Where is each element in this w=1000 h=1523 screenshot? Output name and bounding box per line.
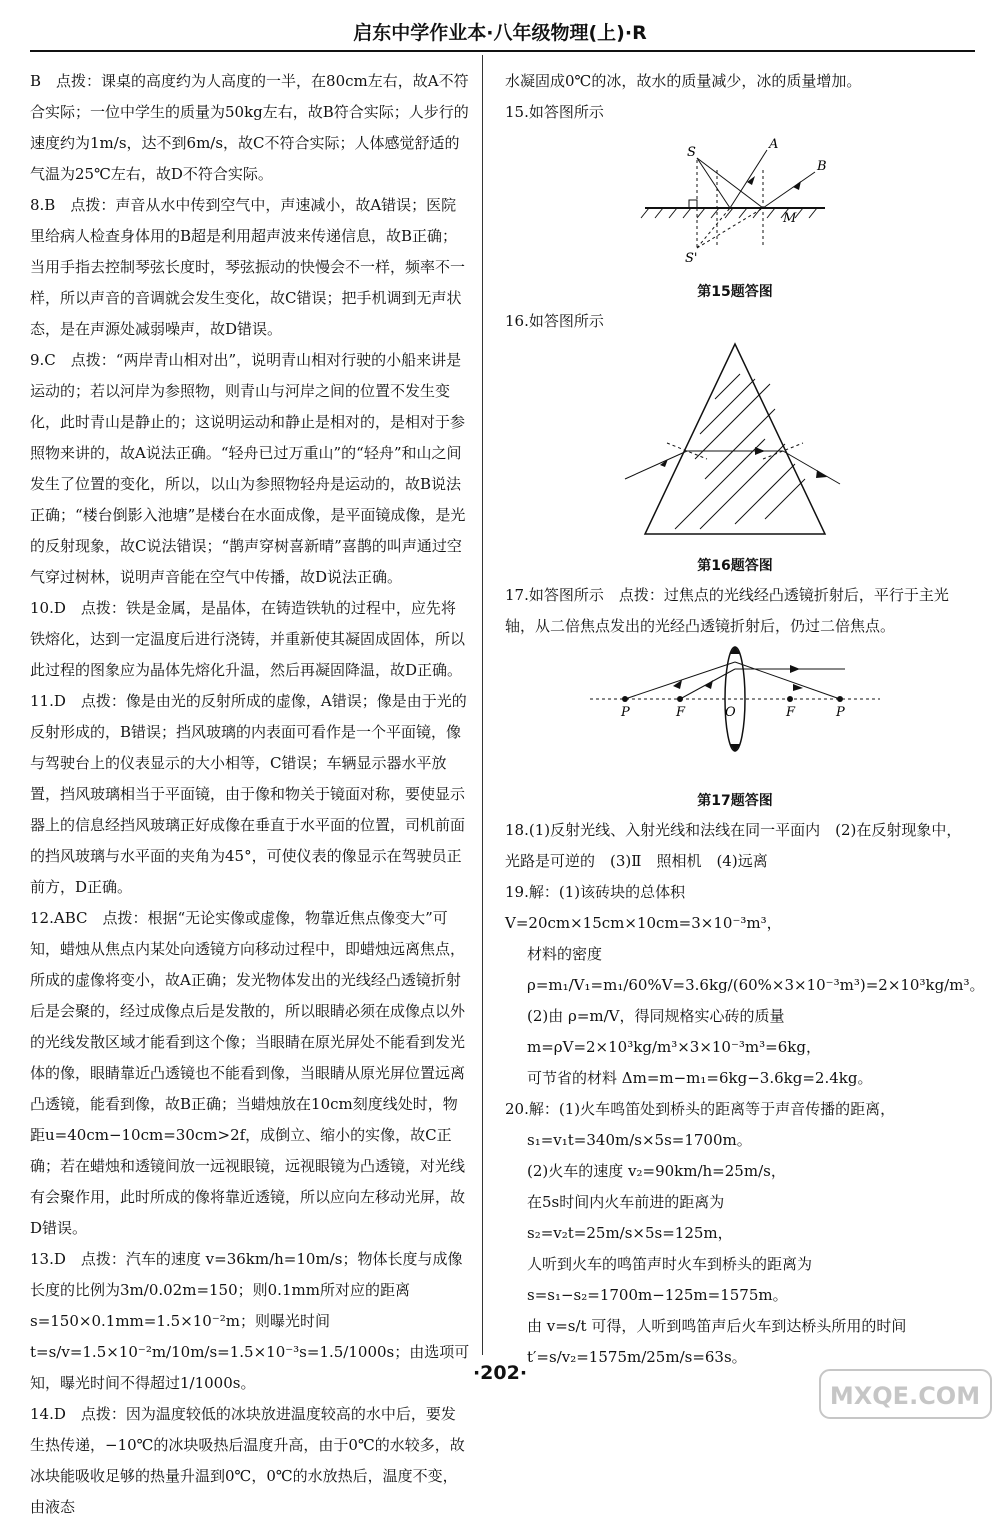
- answer-14: 14.D 点拨：因为温度较低的冰块放进温度较高的水中后，要发生热传递，−10℃的冰块吸热后温度升高，由于0℃的水较多，故冰块能吸收足够的热量升温到0℃，0℃的水放热后，温度不变，由液态: [30, 1405, 465, 1516]
- caption-15: 第15题答图: [697, 284, 773, 300]
- page-number: ·202·: [472, 1362, 528, 1384]
- label-a: A: [769, 137, 779, 152]
- answer-15: 15.如答图所示: [505, 103, 604, 121]
- answer-11: 11.D 点拨：像是由光的反射所成的虚像，A错误；像是由于光的反射形成的，B错误；挡风玻璃的内表面可看作是一个平面镜，像与驾驶台上的仪表显示的大小相等，C错误；车辆显示器水平放置，挡风玻璃相当于平面镜，由于像和物关于镜面对称，要使显示器上的信息经挡风玻璃正好成像在垂直于水平面的位置，司机前面的挡风玻璃与水平面的夹角为45°，可使仪表的像显示在驾驶员正前方，D正确。: [30, 692, 467, 896]
- label-o: O: [725, 705, 736, 720]
- answer-10: 10.D 点拨：铁是金属，是晶体，在铸造铁轨的过程中，应先将铁熔化，达到一定温度后进行浇铸，并重新使其凝固成固体，所以此过程的图象应为晶体先熔化升温，然后再凝固降温，故D正确。: [30, 599, 466, 679]
- answer-20-line8: 由 v=s/t 可得，人听到鸣笛声后火车到达桥头所用的时间: [527, 1317, 907, 1335]
- column-divider: [482, 55, 483, 1355]
- answer-19-line4: 可节省的材料 Δm=m−m₁=6kg−3.6kg=2.4kg。: [527, 1069, 873, 1087]
- answer-20-line1: 20.解：(1)火车鸣笛处到桥头的距离等于声音传播的距离，: [505, 1100, 896, 1118]
- mirror-diagram: [635, 130, 835, 265]
- figure-17: [505, 644, 965, 785]
- caption-17: 第17题答图: [697, 793, 773, 809]
- label-p-right: P: [836, 705, 845, 720]
- answer-20-line2: s₁=v₁t=340m/s×5s=1700m。: [527, 1131, 752, 1149]
- answer-17: 17.如答图所示 点拨：过焦点的光线经凸透镜折射后，平行于主光轴，从二倍焦点发出的光经凸透镜折射后，仍过二倍焦点。: [505, 586, 949, 635]
- answer-20-line4: 在5s时间内火车前进的距离为: [527, 1193, 725, 1211]
- label-f-right: F: [786, 705, 796, 720]
- label-s: S: [687, 145, 696, 160]
- answer-7: B 点拨：课桌的高度约为人高度的一半，在80cm左右，故A不符合实际；一位中学生的质量为50kg左右，故B符合实际；人步行的速度约为1m/s，达不到6m/s，故C不符合实际；人体感觉舒适的气温为25℃左右，故D不符合实际。: [30, 72, 469, 183]
- answer-8: 8.B 点拨：声音从水中传到空气中，声速减小，故A错误；医院里给病人检查身体用的B超是利用超声波来传递信息，故B正确；当用手指去控制琴弦长度时，琴弦振动的快慢会不一样，频率不一样，所以声音的音调就会发生变化，故C错误；把手机调到无声状态，是在声源处减弱噪声，故D错误。: [30, 196, 466, 338]
- answer-18: 18.(1)反射光线、入射光线和法线在同一平面内 (2)在反射现象中，光路是可逆的 (3)Ⅱ 照相机 (4)远离: [505, 821, 962, 870]
- answer-19-line1: 19.解：(1)该砖块的总体积 V=20cm×15cm×10cm=3×10⁻³m³，: [505, 883, 782, 932]
- label-m: M: [783, 211, 797, 226]
- answer-16: 16.如答图所示: [505, 312, 604, 330]
- label-b: B: [817, 159, 827, 174]
- left-column: [30, 66, 470, 1523]
- header-rule: [30, 50, 975, 52]
- watermark-logo: [818, 1368, 993, 1420]
- answer-13: 13.D 点拨：汽车的速度 v=36km/h=10m/s；物体长度与成像长度的比例为3m/0.02m=150；则0.1mm所对应的距离 s=150×0.1mm=1.5×10⁻²m；则曝光时间 t=s/v=1.5×10⁻²m/10m/s=1.5×10⁻³s=1.5/1000s；由选项可知，曝光时间不得超过1/1000s。: [30, 1250, 470, 1392]
- answer-20-line7: s=s₁−s₂=1700m−125m=1575m。: [527, 1286, 788, 1304]
- label-f-left: F: [676, 705, 686, 720]
- watermark-text: MXQE.COM: [829, 1382, 981, 1410]
- answer-20-line9: t′=s/v₂=1575m/25m/s=63s。: [527, 1348, 747, 1366]
- figure-15: [505, 130, 965, 276]
- answer-12: 12.ABC 点拨：根据“无论实像或虚像，物靠近焦点像变大”可知，蜡烛从焦点内某处向透镜方向移动过程中，即蜡烛远离焦点，所成的虚像将变小，故A正确；发光物体发出的光线经凸透镜折射后是会聚的，经过成像点后是发散的，所以眼睛必须在成像点以外的光线发散区域才能看到这个像；当眼睛在原光屏处不能看到发光体的像，眼睛靠近凸透镜也不能看到像，当眼睛从原光屏位置远离凸透镜，能看到像，故B正确；当蜡烛放在10cm刻度线处时，物距u=40cm−10cm=30cm>2f，成倒立、缩小的实像，故C正确；若在蜡烛和透镜间放一远视眼镜，远视眼镜为凸透镜，对光线有会聚作用，此时所成的像将靠近透镜，所以应向左移动光屏，故D错误。: [30, 909, 466, 1237]
- answer-20-line3: (2)火车的速度 v₂=90km/h=25m/s，: [527, 1162, 786, 1180]
- label-s-prime: S': [685, 251, 698, 265]
- answer-20-line6: 人听到火车的鸣笛声时火车到桥头的距离为: [527, 1255, 813, 1273]
- answer-14-cont: 水凝固成0℃的冰，故水的质量减少，冰的质量增加。: [505, 72, 862, 90]
- prism-diagram: [605, 339, 865, 539]
- answer-9: 9.C 点拨：“两岸青山相对出”，说明青山相对行驶的小船来讲是运动的；若以河岸为参照物，则青山与河岸之间的位置不发生变化，此时青山是静止的；这说明运动和静止是相对的，是相对于参照物来讲的，故A说法正确。“轻舟已过万重山”的“轻舟”和山之间发生了位置的变化，所以，以山为参照物轻舟是运动的，故B说法正确；“楼台倒影入池塘”是楼台在水面成像，是平面镜成像，是光的反射现象，故C说法错误；“鹊声穿树喜新晴”喜鹊的叫声通过空气穿过树林，说明声音能在空气中传播，故D说法正确。: [30, 351, 466, 586]
- lens-diagram: [585, 644, 885, 774]
- right-column: [505, 66, 985, 1373]
- answer-20-line5: s₂=v₂t=25m/s×5s=125m，: [527, 1224, 733, 1242]
- caption-16: 第16题答图: [697, 558, 773, 574]
- figure-16: [505, 339, 965, 550]
- answer-19-line3: (2)由 ρ=m/V，得同规格实心砖的质量 m=ρV=2×10³kg/m³×3×10⁻³m³=6kg，: [527, 1007, 821, 1056]
- answer-19-line2: 材料的密度 ρ=m₁/V₁=m₁/60%V=3.6kg/(60%×3×10⁻³m³)=2×10³kg/m³。: [527, 945, 985, 994]
- label-p-left: P: [621, 705, 630, 720]
- page-header: 启东中学作业本·八年级物理(上)·R: [353, 22, 647, 44]
